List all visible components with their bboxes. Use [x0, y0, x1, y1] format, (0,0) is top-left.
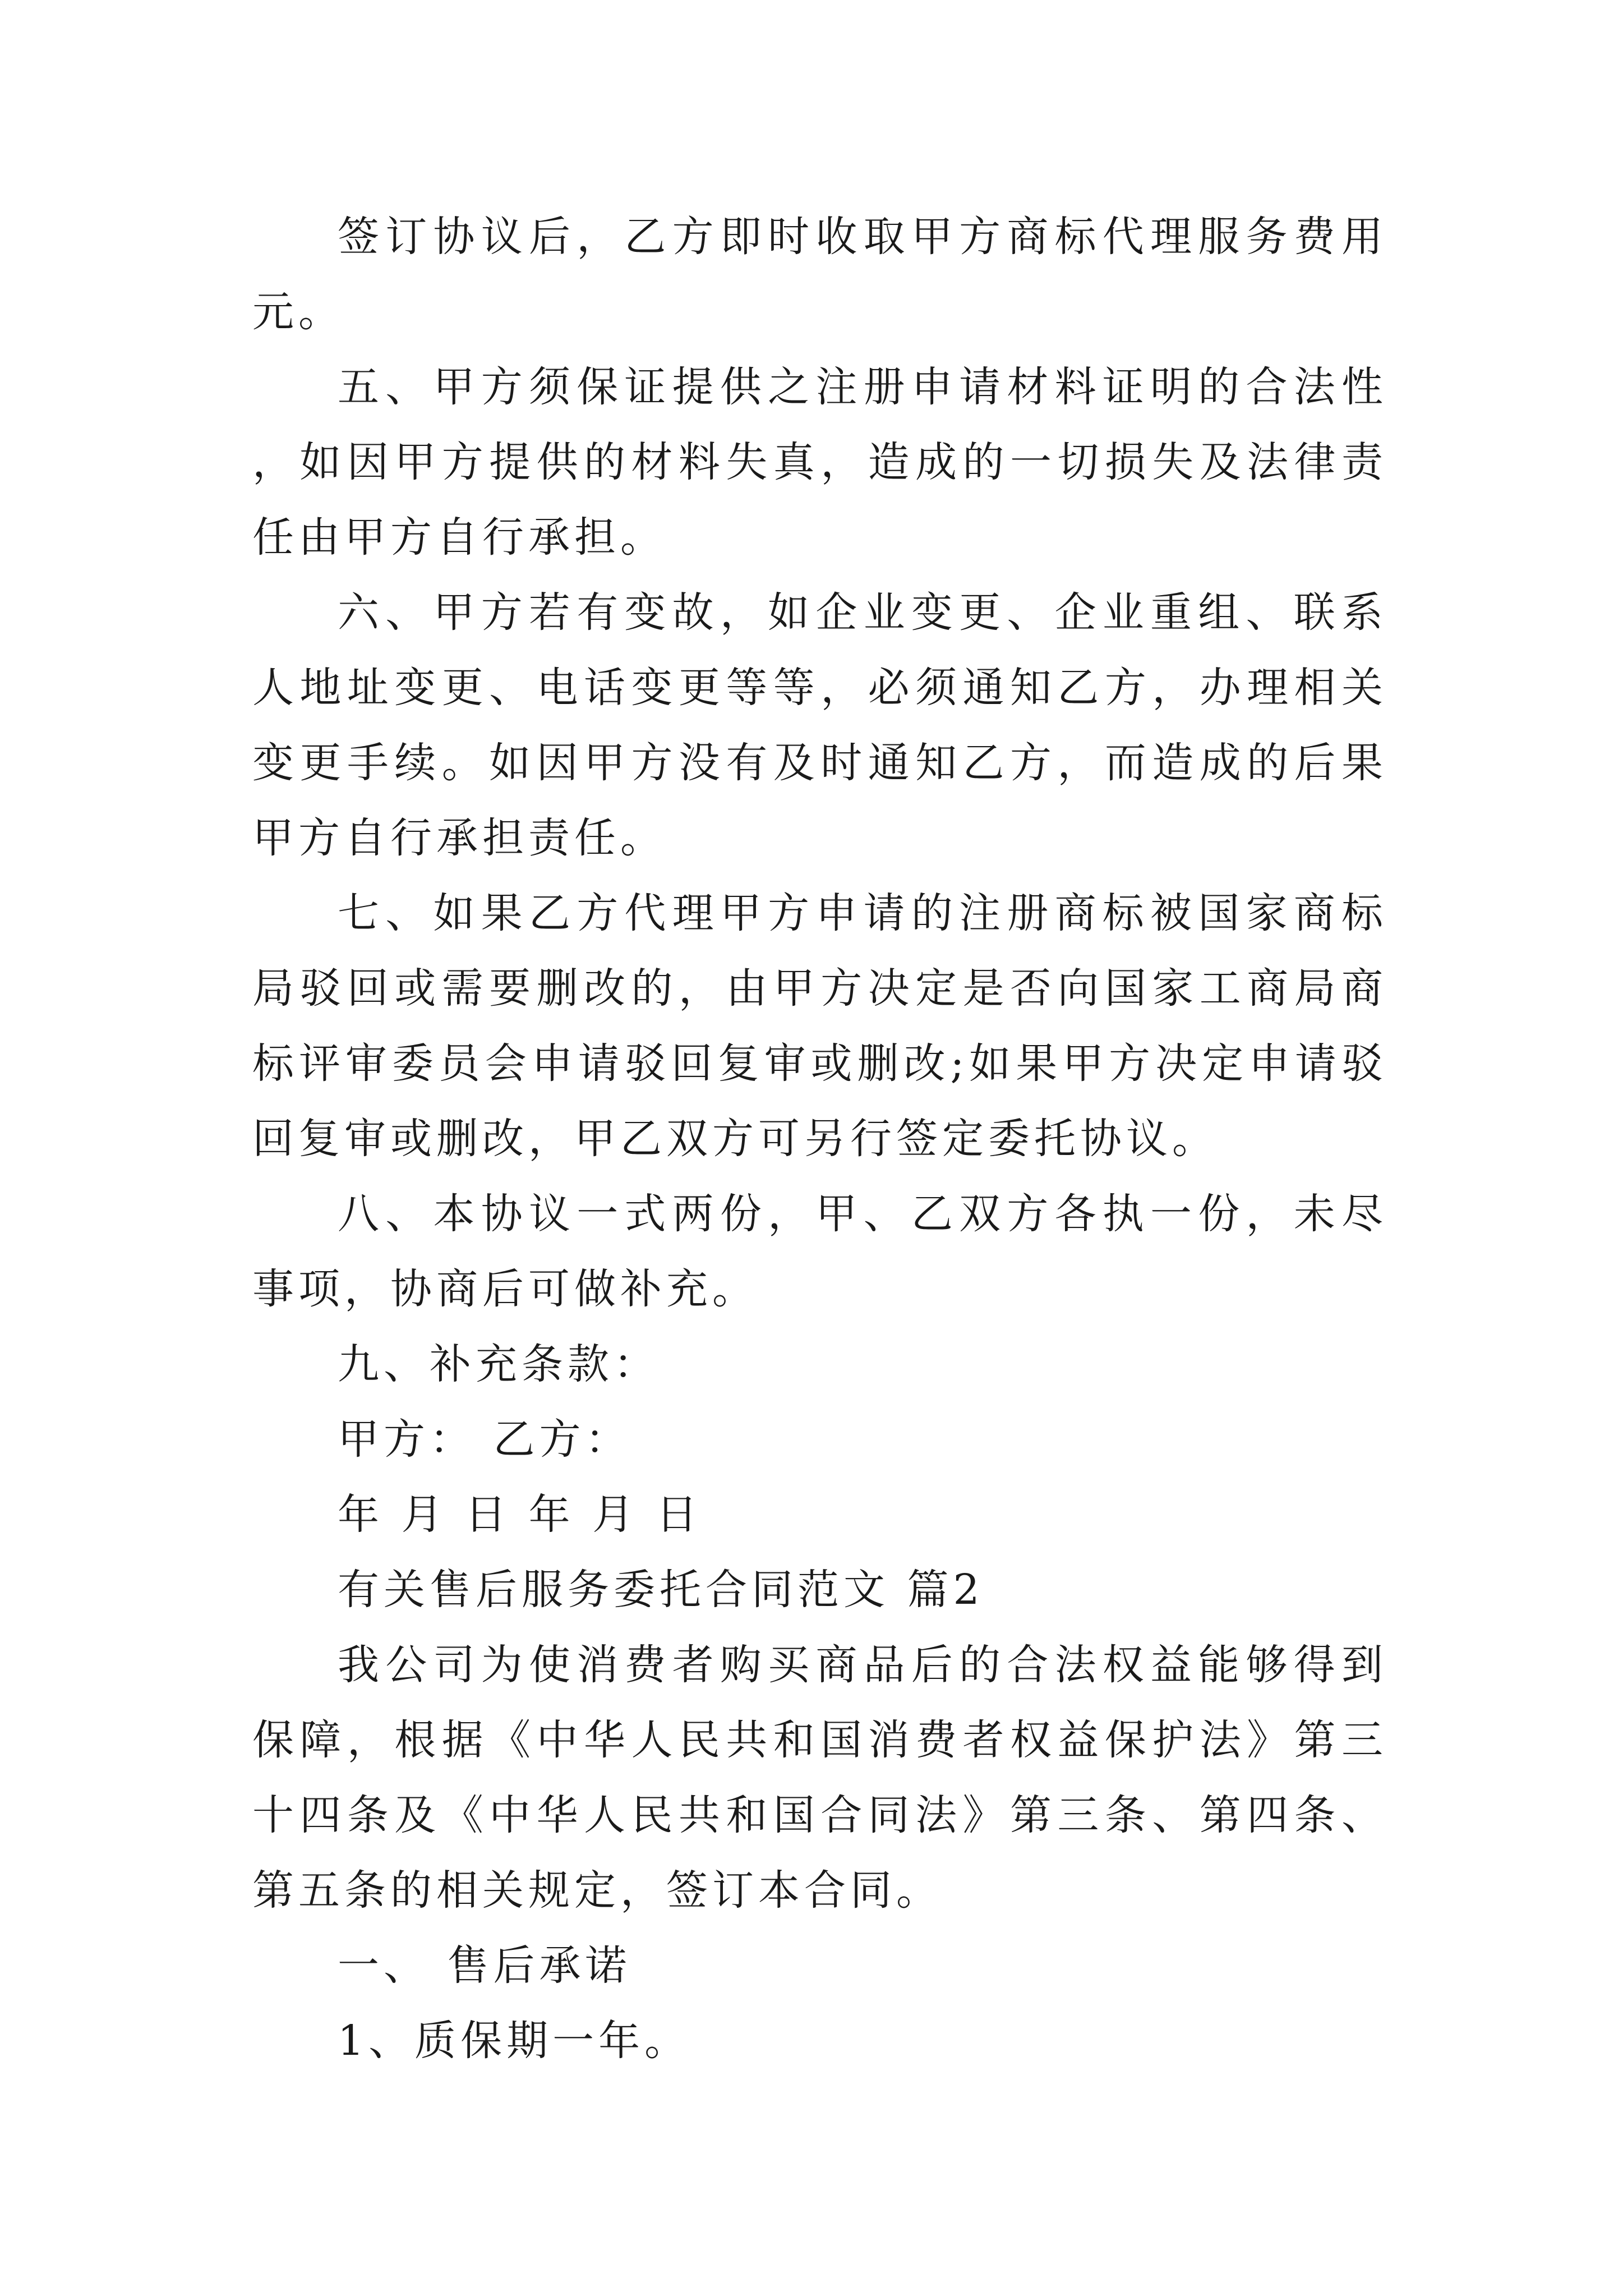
warranty-item: 1、质保期一年。 — [338, 2017, 691, 2065]
clause-8: 八、本协议一式两份，甲、乙双方各执一份，未尽事项，协商后可做补充。 — [252, 1190, 1387, 1313]
party-signature-line: 甲方： 乙方： — [338, 1415, 631, 1464]
clause-5: 五、甲方须保证提供之注册申请材料证明的合法性，如因甲方提供的材料失真，造成的一切损失及法律责任由甲方自行承担。 — [252, 363, 1387, 562]
paragraph-service-fee: 签订协议后，乙方即时收取甲方商标代理服务费用 元。 — [252, 213, 1387, 336]
clause-7: 七、如果乙方代理甲方申请的注册商标被国家商标局驳回或需要删改的，由甲方决定是否向国家工商局商标评审委员会申请驳回复审或删改;如果甲方决定申请驳回复审或删改，甲乙双方可另行签定委托协议。 — [252, 889, 1387, 1163]
clause-9: 九、补充条款： — [338, 1340, 660, 1388]
section-heading: 有关售后服务委托合同范文 篇2 — [338, 1566, 984, 1614]
document-body — [252, 199, 1387, 2078]
clause-6: 六、甲方若有变故，如企业变更、企业重组、联系人地址变更、电话变更等等，必须通知乙方，办理相关变更手续。如因甲方没有及时通知乙方，而造成的后果甲方自行承担责任。 — [252, 588, 1387, 862]
contract-preamble: 我公司为使消费者购买商品后的合法权益能够得到保障，根据《中华人民共和国消费者权益保护法》第三十四条及《中华人民共和国合同法》第三条、第四条、第五条的相关规定，签订本合同。 — [252, 1641, 1387, 1915]
date-line: 年 月 日 年 月 日 — [338, 1490, 702, 1539]
subsection-heading: 一、 售后承诺 — [338, 1941, 631, 1990]
